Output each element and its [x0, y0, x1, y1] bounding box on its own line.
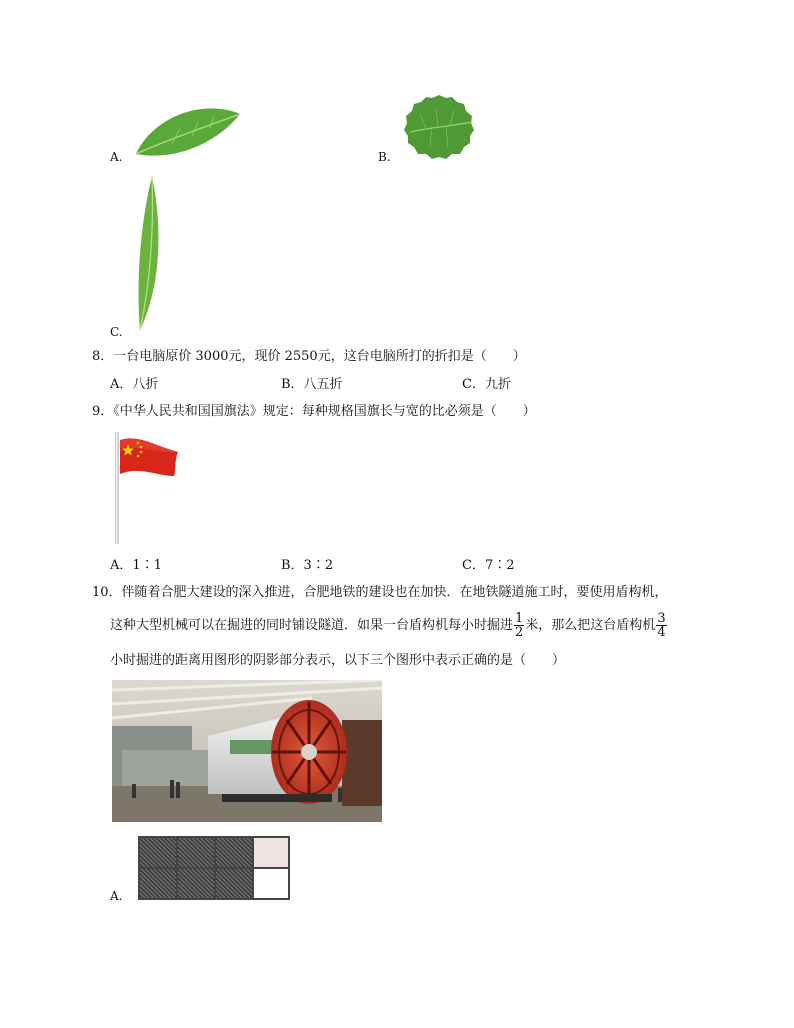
question-10-option-a-label: A.: [110, 889, 123, 903]
fraction-one-half: [514, 612, 524, 639]
question-10-line-2: [110, 612, 668, 639]
leaf-image-a: [132, 100, 244, 162]
chinese-flag-image: [112, 432, 184, 546]
question-9-stem: 9．《中华人民共和国国旗法》规定：每种规格国旗长与宽的比必须是（ ）: [92, 404, 536, 419]
question-10-line-1: 10．伴随着合肥大建设的深入推进，合肥地铁的建设也在加快．在地铁隧道施工时，要使用盾构机，: [92, 585, 668, 600]
question-8-option-c: C．九折: [462, 377, 511, 392]
grid-cell-unshaded: [253, 837, 289, 868]
fraction-2-denominator: 4: [657, 625, 666, 640]
question-10-line-2-text-b: 米，那么把这台盾构机: [525, 618, 656, 633]
question-9-option-c: C．7∶2: [462, 558, 515, 573]
tunnel-boring-machine-photo: [112, 680, 382, 822]
option-a-label: A.: [110, 150, 123, 164]
fraction-grid-option-a: [138, 836, 290, 900]
fraction-2-numerator: 3: [657, 611, 666, 626]
option-c-label: C.: [110, 325, 123, 339]
grid-cell-shaded: [139, 868, 177, 899]
grid-cell-shaded: [215, 837, 253, 868]
grid-cell-shaded: [139, 837, 177, 868]
question-10-line-2-text-a: 这种大型机械可以在掘进的同时铺设隧道．如果一台盾构机每小时掘进: [110, 618, 514, 633]
grid-cell-shaded: [177, 868, 215, 899]
question-9-option-a: A．1∶1: [110, 558, 162, 573]
grid-cell-shaded: [215, 868, 253, 899]
question-8-option-a: A．八折: [110, 377, 159, 392]
grid-cell-unshaded: [253, 868, 289, 899]
question-8-stem: 8．一台电脑原价 3000元，现价 2550元，这台电脑所打的折扣是（ ）: [92, 349, 526, 364]
question-8-option-b: B．八五折: [281, 377, 343, 392]
grid-cell-shaded: [177, 837, 215, 868]
question-9-option-b: B．3∶2: [281, 558, 334, 573]
fraction-1-denominator: 2: [515, 625, 524, 640]
fraction-1-numerator: 1: [515, 611, 524, 626]
fraction-three-quarters: [656, 612, 666, 639]
question-10-line-3: 小时掘进的距离用图形的阴影部分表示，以下三个图形中表示正确的是（ ）: [110, 653, 566, 668]
option-b-label: B.: [378, 150, 391, 164]
leaf-image-c: [134, 174, 164, 334]
leaf-image-b: [402, 92, 476, 162]
